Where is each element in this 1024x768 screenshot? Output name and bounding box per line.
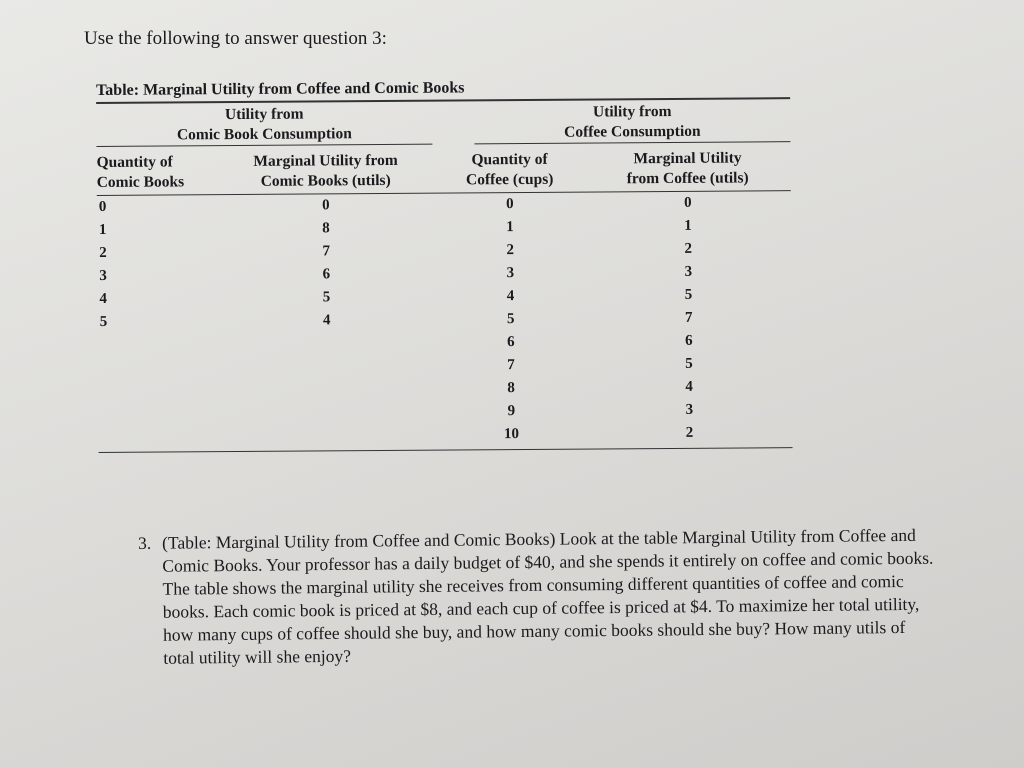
group-line: Comic Book Consumption xyxy=(176,125,352,144)
table-cell xyxy=(98,402,218,426)
header-line: Quantity of xyxy=(96,153,173,171)
header-coffee-mu xyxy=(584,148,790,189)
table-cell: 0 xyxy=(98,198,107,215)
table-cell: 2 xyxy=(684,240,692,257)
table-title: Table: Marginal Utility from Coffee and Comic Books xyxy=(96,77,790,104)
question-3 xyxy=(138,524,939,670)
table-cell xyxy=(218,401,436,426)
table-cell: 5 xyxy=(685,355,693,372)
table-cell: 7 xyxy=(322,243,330,260)
question-number: 3. xyxy=(138,532,152,553)
table-cell: 1 xyxy=(506,219,514,236)
header-comic-qty xyxy=(96,152,216,193)
table-cell: 6 xyxy=(685,332,693,349)
header-line: Quantity of xyxy=(471,150,548,169)
group-line: Coffee Consumption xyxy=(564,122,701,141)
header-line: Comic Books (utils) xyxy=(260,171,391,190)
table-cell: 1 xyxy=(98,221,107,238)
table-cell xyxy=(98,425,218,449)
table-cell: 4 xyxy=(99,290,108,307)
header-line: from Coffee (utils) xyxy=(626,169,749,188)
table-cell: 0 xyxy=(684,194,692,211)
utility-table xyxy=(96,77,793,453)
group-line: Utility from xyxy=(224,105,304,124)
group-header-coffee xyxy=(474,101,790,144)
header-coffee-qty xyxy=(434,150,584,191)
table-cell: 3 xyxy=(684,263,693,280)
table-cell: 7 xyxy=(507,357,515,374)
table-cell: 6 xyxy=(322,266,331,283)
header-line: Marginal Utility from xyxy=(253,151,398,170)
table-cell: 4 xyxy=(506,288,515,305)
table-cell: 8 xyxy=(507,380,515,397)
table-cell: 2 xyxy=(506,242,514,259)
table-cell: 3 xyxy=(685,401,694,418)
question-text: (Table: Marginal Utility from Coffee and Comic Books) Look at the table Marginal Utility from Coffee and Comic Books. Your professor has a daily budget of $40, and she spends it entirely on coffee and comic books. The table shows the marginal utility she receives from consuming different quantities of coffee and comic books. Each comic book is priced at $8, and each cup of coffee is priced at $4. To maximize her total utility, how many cups of coffee should she buy, and how many comic books should she buy? How many utils of total utility will she enjoy? xyxy=(162,524,934,668)
table-cell: 5 xyxy=(684,286,693,303)
table-cell: 10 xyxy=(503,426,520,443)
table-cell: 3 xyxy=(99,267,107,284)
table-cell: 0 xyxy=(322,197,330,214)
table-cell: 5 xyxy=(99,313,108,330)
header-line: Marginal Utility xyxy=(633,149,742,168)
table-row xyxy=(98,421,792,449)
table-cell: 9 xyxy=(507,403,516,420)
header-line: Comic Books xyxy=(96,173,185,191)
table-cell: 8 xyxy=(322,220,330,237)
header-comic-mu xyxy=(216,151,434,193)
table-cell: 1 xyxy=(684,217,692,234)
intro-text: Use the following to answer question 3: xyxy=(84,28,387,49)
table-cell xyxy=(218,424,436,449)
table-cell xyxy=(218,332,436,357)
table-body xyxy=(97,191,793,449)
table-cell: 4 xyxy=(322,312,331,329)
table-cell: 0 xyxy=(506,196,514,213)
table-cell xyxy=(98,379,218,403)
table-cell: 5 xyxy=(322,289,331,306)
column-headers xyxy=(96,148,790,196)
table-cell xyxy=(98,356,218,380)
table-cell xyxy=(218,378,436,403)
table-cell: 2 xyxy=(685,424,694,441)
group-line: Utility from xyxy=(592,102,672,121)
table-cell: 4 xyxy=(685,378,693,395)
table-cell: 3 xyxy=(506,265,515,282)
table-cell: 7 xyxy=(684,309,693,326)
table-cell: 2 xyxy=(99,244,107,261)
group-header-comic xyxy=(96,104,432,147)
table-cell xyxy=(98,333,218,357)
table-cell: 6 xyxy=(507,334,515,351)
header-line: Coffee (cups) xyxy=(465,170,554,189)
table-cell: 5 xyxy=(506,311,515,328)
table-cell xyxy=(218,355,436,380)
